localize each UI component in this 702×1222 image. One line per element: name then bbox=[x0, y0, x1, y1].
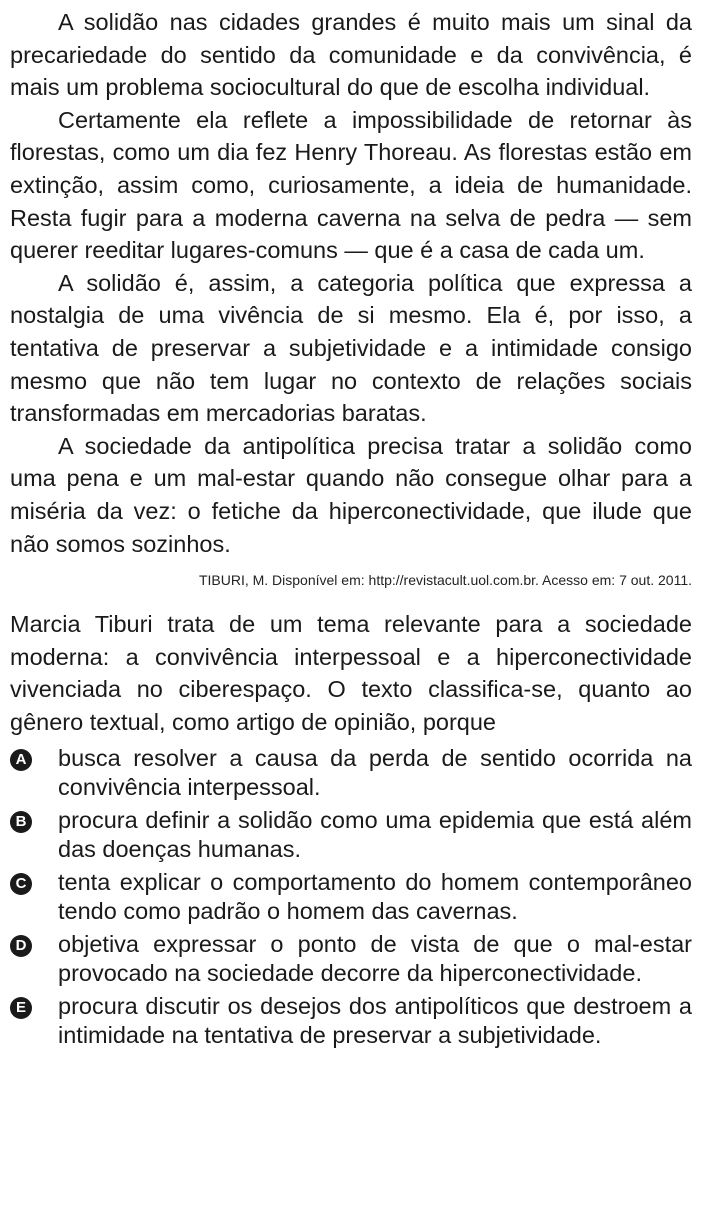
option-a-letter-icon: A bbox=[10, 749, 32, 771]
text-paragraph-4: A sociedade da antipolítica precisa tratar a solidão como uma pena e um mal-estar quando não consegue olhar para a miséria da vez: o fetiche da hiperconectividade, que ilude que não somos sozinhos. bbox=[10, 432, 692, 557]
option-e[interactable] bbox=[10, 992, 692, 1050]
source-text bbox=[10, 6, 692, 590]
option-d[interactable] bbox=[10, 930, 692, 988]
text-paragraph-3: A solidão é, assim, a categoria política que expressa a nostalgia de uma vivência de si mesmo. Ela é, por isso, a tentativa de preservar a subjetividade e a intimidade consigo mesmo que não tem lugar no contexto de relações sociais transformadas em mercadorias baratas. bbox=[10, 269, 692, 427]
option-b-letter-icon: B bbox=[10, 811, 32, 833]
option-d-letter-icon: D bbox=[10, 935, 32, 957]
option-a[interactable] bbox=[10, 744, 692, 802]
options-list bbox=[10, 744, 692, 1050]
option-e-letter-icon: E bbox=[10, 997, 32, 1019]
option-b[interactable] bbox=[10, 806, 692, 864]
option-d-text: objetiva expressar o ponto de vista de que o mal-estar provocado na sociedade decorre da hiperconectividade. bbox=[58, 931, 692, 987]
citation: TIBURI, M. Disponível em: http://revistacult.uol.com.br. Acesso em: 7 out. 2011. bbox=[198, 572, 692, 589]
option-c-letter-icon: C bbox=[10, 873, 32, 895]
option-e-text: procura discutir os desejos dos antipolíticos que destroem a intimidade na tentativa de preservar a subjetividade. bbox=[58, 993, 692, 1049]
text-paragraph-1: A solidão nas cidades grandes é muito mais um sinal da precariedade do sentido da comunidade e da convivência, é mais um problema sociocultural do que de escolha individual. bbox=[10, 9, 692, 101]
text-paragraph-2: Certamente ela reflete a impossibilidade de retornar às florestas, como um dia fez Henry Thoreau. As florestas estão em extinção, assim como, curiosamente, a ideia de humanidade. Resta fugir para a moderna caverna na selva de pedra — sem querer reeditar lugares-comuns — que é a casa de cada um. bbox=[10, 106, 692, 264]
option-b-text: procura definir a solidão como uma epidemia que está além das doenças humanas. bbox=[58, 807, 692, 863]
question-stem: Marcia Tiburi trata de um tema relevante para a sociedade moderna: a convivência interpessoal e a hiperconectividade vivenciada no ciberespaço. O texto classifica-se, quanto ao gênero textual, como artigo de opinião, porque bbox=[10, 611, 692, 735]
option-a-text: busca resolver a causa da perda de sentido ocorrida na convivência interpessoal. bbox=[58, 745, 692, 801]
option-c[interactable] bbox=[10, 868, 692, 926]
option-c-text: tenta explicar o comportamento do homem contemporâneo tendo como padrão o homem das cavernas. bbox=[58, 869, 692, 925]
